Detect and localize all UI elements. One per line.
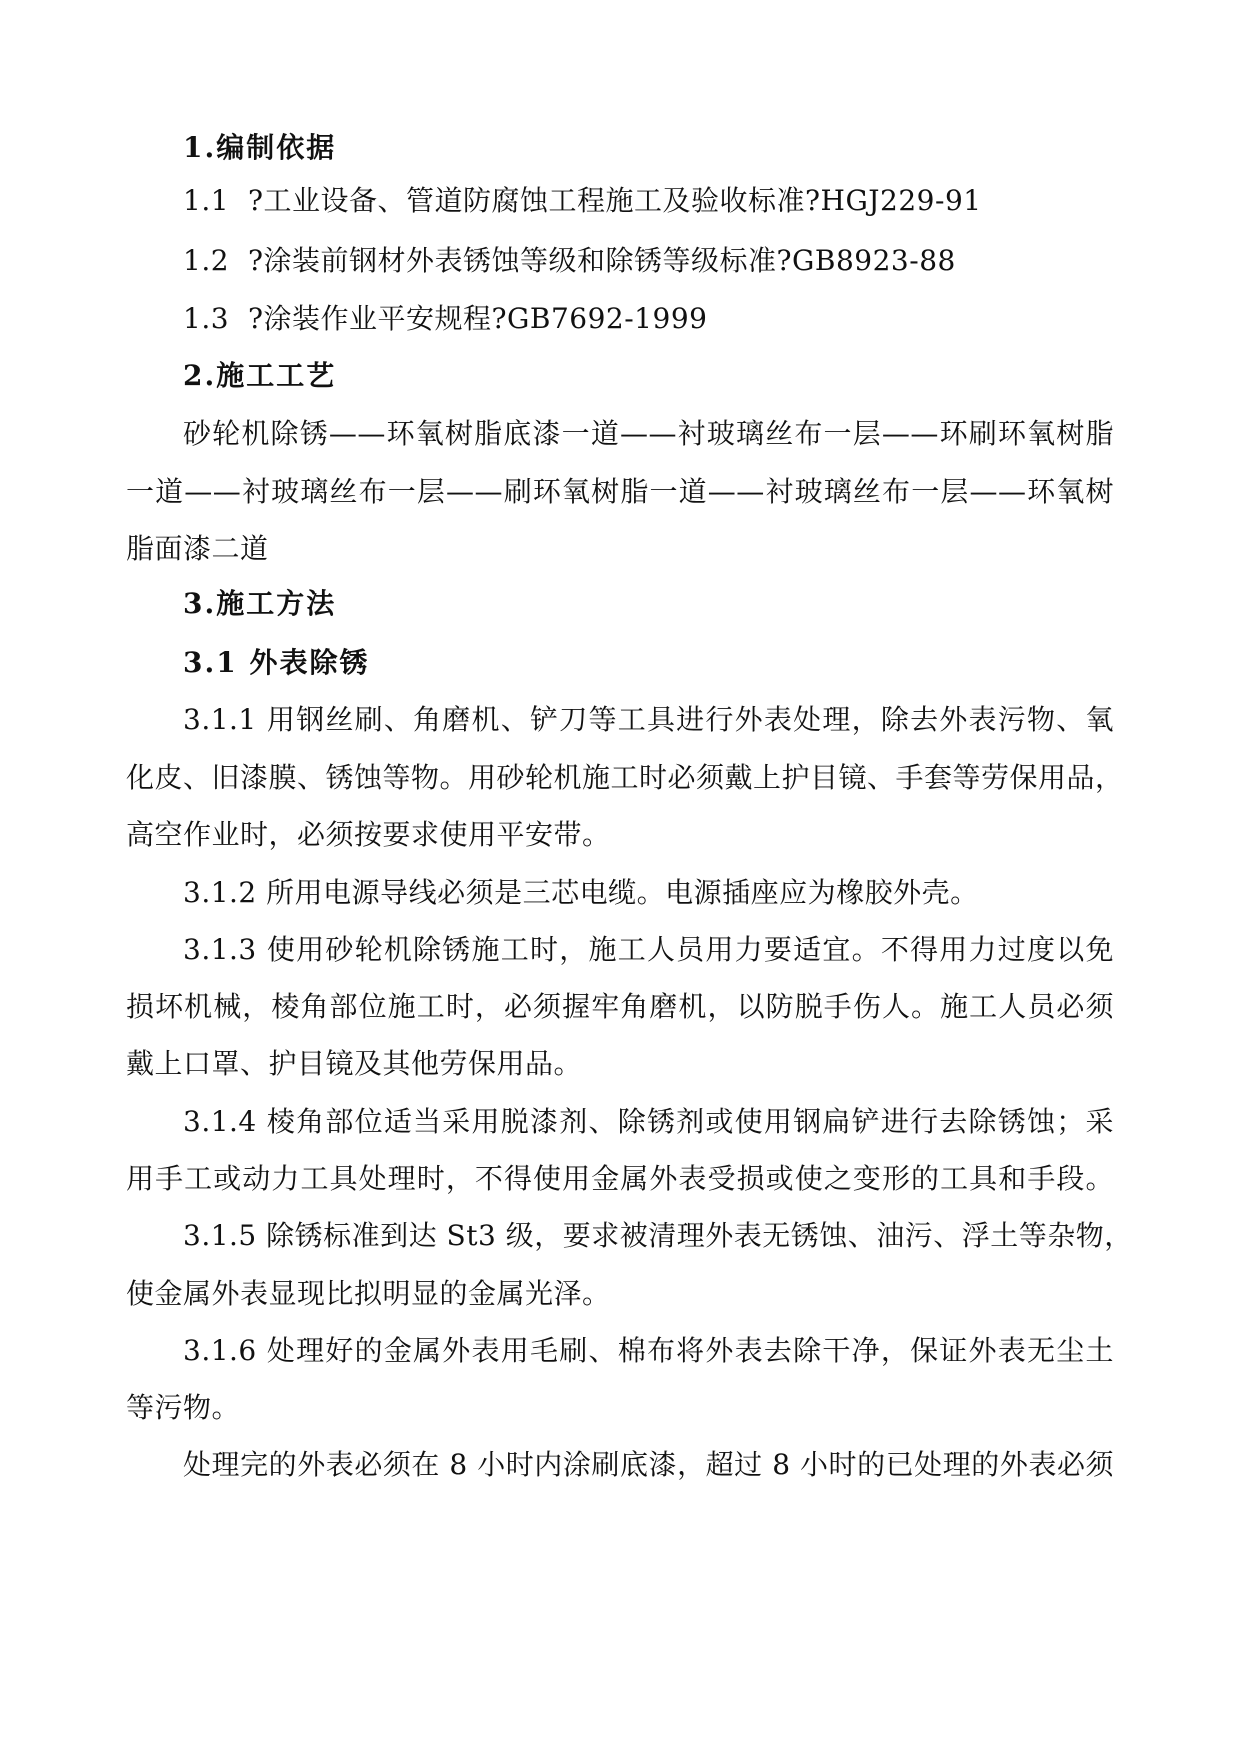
process-line-1: 砂轮机除锈——环氧树脂底漆一道——衬玻璃丝布一层——环刷环氧树脂 xyxy=(183,417,1114,450)
reference-1-3 xyxy=(183,301,707,337)
clause-3-1-5-line-2: 使金属外表显现比拟明显的金属光泽。 xyxy=(126,1277,611,1310)
clause-3-1-3-line-3: 戴上口罩、护目镜及其他劳保用品。 xyxy=(126,1047,583,1080)
clause-3-1-6-line-1: 3.1.6 处理好的金属外表用毛刷、棉布将外表去除干净，保证外表无尘土 xyxy=(183,1334,1114,1367)
paragraph-line-1: 处理完的外表必须在 8 小时内涂刷底漆，超过 8 小时的已处理的外表必须 xyxy=(183,1448,1114,1481)
section-heading-1: 1.编制依据 xyxy=(183,131,337,164)
clause-3-1-4-line-1: 3.1.4 棱角部位适当采用脱漆剂、除锈剂或使用钢扁铲进行去除锈蚀；采 xyxy=(183,1105,1114,1138)
reference-number: 1.3 xyxy=(183,302,230,335)
reference-1-2 xyxy=(183,243,956,279)
process-line-2: 一道——衬玻璃丝布一层——刷环氧树脂一道——衬玻璃丝布一层——环氧树 xyxy=(126,475,1114,508)
reference-text: ?涂装前钢材外表锈蚀等级和除锈等级标准?GB8923-88 xyxy=(248,244,956,277)
subsection-heading-3-1: 3.1 外表除锈 xyxy=(183,646,370,679)
clause-3-1-1-line-3: 高空作业时，必须按要求使用平安带。 xyxy=(126,818,611,851)
clause-3-1-4-line-2: 用手工或动力工具处理时，不得使用金属外表受损或使之变形的工具和手段。 xyxy=(126,1162,1114,1195)
reference-text: ?工业设备、管道防腐蚀工程施工及验收标准?HGJ229-91 xyxy=(248,184,982,217)
clause-3-1-5-line-1: 3.1.5 除锈标准到达 St3 级，要求被清理外表无锈蚀、油污、浮土等杂物， xyxy=(183,1219,1133,1252)
clause-3-1-1-line-1: 3.1.1 用钢丝刷、角磨机、铲刀等工具进行外表处理，除去外表污物、氧 xyxy=(183,703,1114,736)
clause-3-1-2-line-1: 3.1.2 所用电源导线必须是三芯电缆。电源插座应为橡胶外壳。 xyxy=(183,876,979,909)
reference-text: ?涂装作业平安规程?GB7692-1999 xyxy=(248,302,708,335)
section-heading-2: 2.施工工艺 xyxy=(183,359,337,392)
reference-1-1 xyxy=(183,183,982,219)
reference-number: 1.1 xyxy=(183,184,230,217)
clause-3-1-6-line-2: 等污物。 xyxy=(126,1391,241,1424)
clause-3-1-1-line-2: 化皮、旧漆膜、锈蚀等物。用砂轮机施工时必须戴上护目镜、手套等劳保用品， xyxy=(126,761,1124,794)
clause-3-1-3-line-2: 损坏机械，棱角部位施工时，必须握牢角磨机，以防脱手伤人。施工人员必须 xyxy=(126,990,1114,1023)
reference-number: 1.2 xyxy=(183,244,230,277)
process-line-3: 脂面漆二道 xyxy=(126,532,269,565)
section-heading-3: 3.施工方法 xyxy=(183,587,337,620)
clause-3-1-3-line-1: 3.1.3 使用砂轮机除锈施工时，施工人员用力要适宜。不得用力过度以免 xyxy=(183,933,1114,966)
